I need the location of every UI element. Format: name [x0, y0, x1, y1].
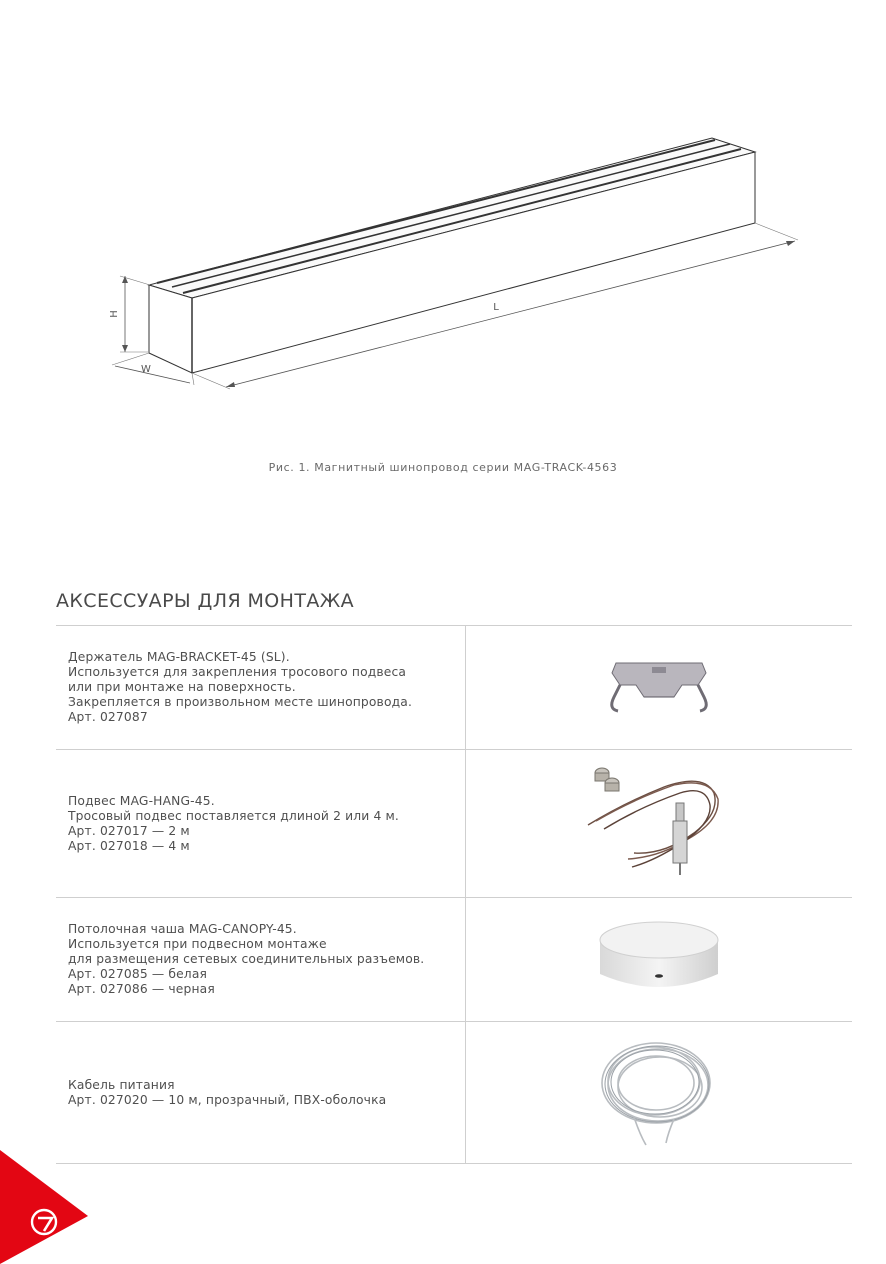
item-line: Держатель MAG-BRACKET-45 (SL).	[68, 650, 290, 664]
item-line: Арт. 027020 — 10 м, прозрачный, ПВХ-оболочка	[68, 1092, 387, 1107]
item-line: или при монтаже на поверхность.	[68, 680, 296, 694]
table-row	[56, 1022, 852, 1164]
canopy-image	[594, 916, 724, 1000]
item-description	[56, 626, 466, 750]
item-line: Используется при подвесном монтаже	[68, 937, 327, 951]
cable-image	[594, 1031, 724, 1151]
item-picture	[466, 750, 853, 898]
brand-corner	[0, 1150, 90, 1264]
item-line: Подвес MAG-HANG-45.	[68, 793, 215, 808]
dim-w-label: W	[141, 364, 151, 375]
item-line: Используется для закрепления тросового подвеса	[68, 665, 407, 679]
item-line: Потолочная чаша MAG-CANOPY-45.	[68, 922, 297, 936]
item-line: Арт. 027018 — 4 м	[68, 838, 190, 853]
item-picture	[466, 626, 853, 750]
item-line: Арт. 027086 — черная	[68, 982, 215, 996]
table-row	[56, 626, 852, 750]
track-drawing	[0, 0, 886, 480]
dim-l-label: L	[493, 302, 499, 313]
figure-caption: Рис. 1. Магнитный шинопровод серии MAG-TRACK-4563	[268, 461, 618, 474]
table-row	[56, 898, 852, 1022]
table-row	[56, 750, 852, 898]
hang-image	[584, 763, 734, 881]
item-picture	[466, 898, 853, 1022]
section-title: АКСЕССУАРЫ ДЛЯ МОНТАЖА	[56, 590, 355, 612]
accessories-table	[56, 625, 852, 1164]
item-line: Арт. 027087	[68, 710, 148, 724]
item-line: Кабель питания	[68, 1077, 175, 1092]
dim-h-label: H	[109, 310, 120, 318]
item-description	[56, 750, 466, 898]
item-description	[56, 1022, 466, 1164]
item-description	[56, 898, 466, 1022]
item-line: Арт. 027017 — 2 м	[68, 823, 190, 838]
item-line: для размещения сетевых соединительных разъемов.	[68, 952, 425, 966]
bracket-image	[594, 651, 724, 721]
item-picture	[466, 1022, 853, 1164]
item-line: Тросовый подвес поставляется длиной 2 или 4 м.	[68, 808, 399, 823]
item-line: Закрепляется в произвольном месте шинопровода.	[68, 695, 413, 709]
item-line: Арт. 027085 — белая	[68, 967, 208, 981]
